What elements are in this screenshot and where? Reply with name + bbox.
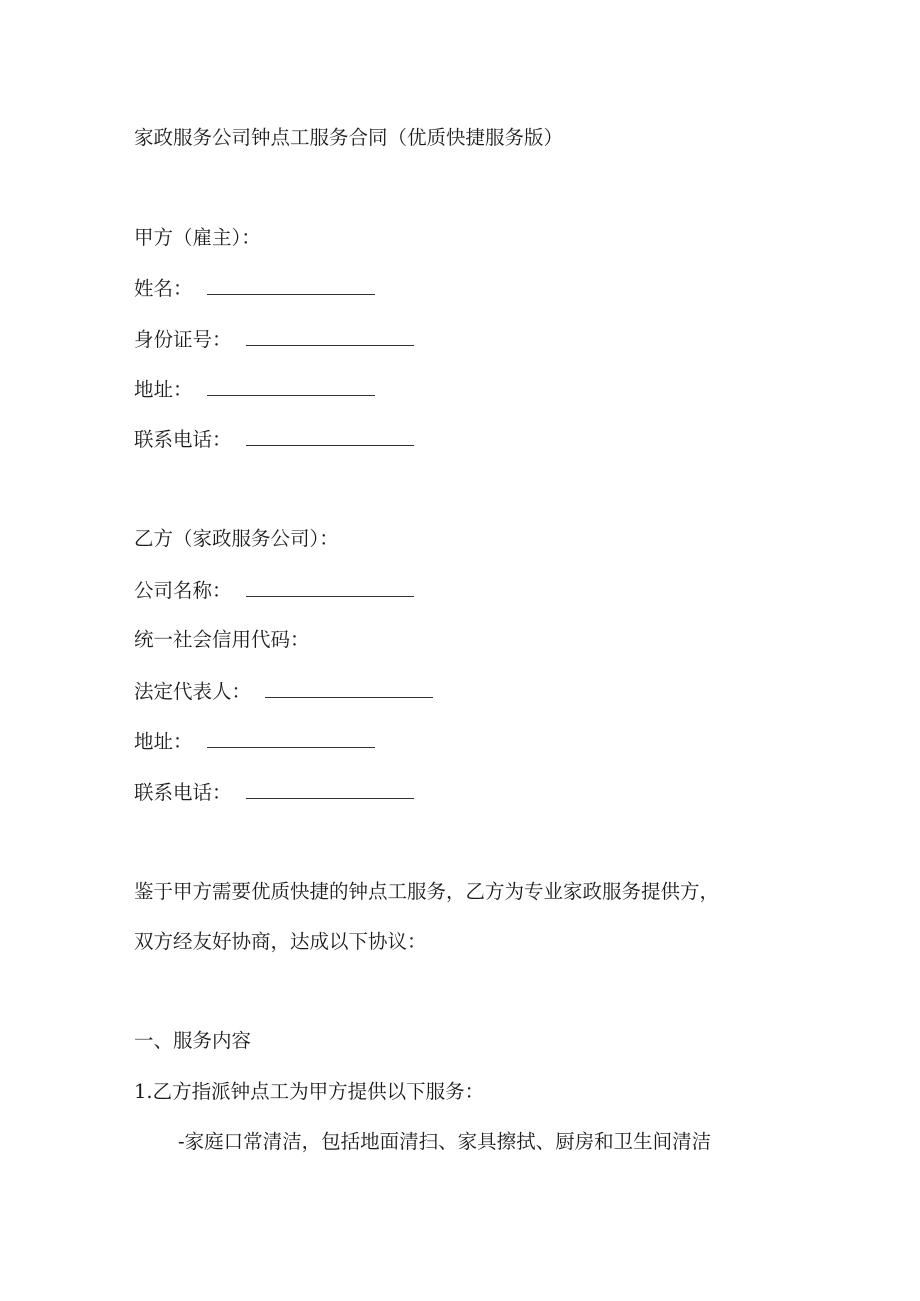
section-1-item-1: 1.乙方指派钟点工为甲方提供以下服务： (134, 1080, 485, 1103)
party-a-id-blank[interactable] (246, 327, 414, 346)
document-title: 家政服务公司钟点工服务合同（优质快捷服务版） (134, 126, 564, 149)
party-a-address-row (134, 377, 375, 402)
party-b-legal-rep-blank[interactable] (265, 679, 433, 698)
party-a-name-label: 姓名： (134, 277, 193, 300)
section-1-heading: 一、服务内容 (134, 1029, 252, 1052)
section-1-item-1-sub-1: -家庭口常清洁，包括地面清扫、家具擦拭、厨房和卫生间清洁 (178, 1130, 712, 1153)
party-b-legal-rep-row (134, 679, 433, 704)
party-a-address-label: 地址： (134, 378, 193, 401)
party-a-phone-row (134, 427, 414, 452)
party-a-phone-blank[interactable] (246, 427, 414, 446)
party-b-credit-code-row (134, 628, 310, 652)
party-b-company-blank[interactable] (246, 578, 414, 597)
party-b-address-label: 地址： (134, 730, 193, 753)
party-b-address-row (134, 729, 375, 754)
party-b-phone-blank[interactable] (246, 780, 414, 799)
party-b-legal-rep-label: 法定代表人： (134, 680, 252, 703)
party-b-company-row (134, 578, 414, 603)
preamble-line-2: 双方经友好协商，达成以下协议： (134, 930, 427, 953)
party-a-heading: 甲方（雇主）： (134, 226, 261, 249)
party-b-address-blank[interactable] (207, 729, 375, 748)
party-b-phone-label: 联系电话： (134, 781, 232, 804)
party-b-heading: 乙方（家政服务公司）： (134, 527, 339, 550)
party-b-credit-code-label: 统一社会信用代码： (134, 628, 310, 651)
party-a-id-row (134, 327, 414, 352)
party-a-name-blank[interactable] (207, 276, 375, 295)
party-a-address-blank[interactable] (207, 377, 375, 396)
party-a-name-row (134, 276, 375, 301)
party-a-phone-label: 联系电话： (134, 428, 232, 451)
party-b-company-label: 公司名称： (134, 579, 232, 602)
party-b-phone-row (134, 780, 414, 805)
preamble-line-1: 鉴于甲方需要优质快捷的钟点工服务，乙方为专业家政服务提供方， (134, 880, 720, 903)
party-a-id-label: 身份证号： (134, 328, 232, 351)
